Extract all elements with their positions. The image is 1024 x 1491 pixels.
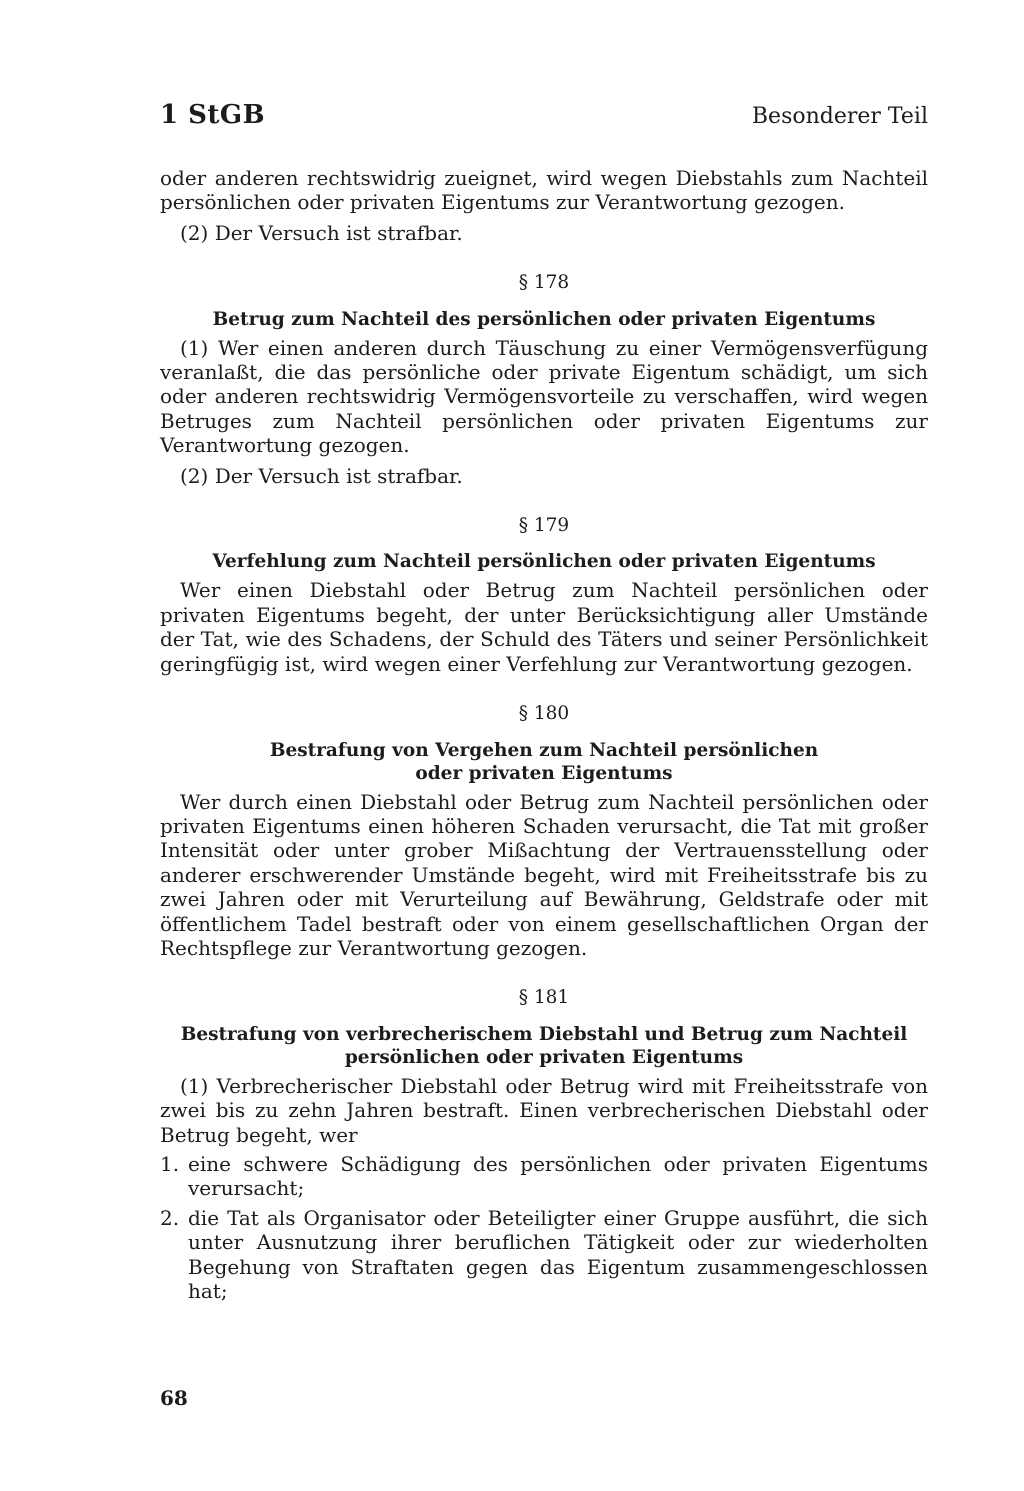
- paragraph: (1) Wer einen anderen durch Täuschung zu einer Vermögensverfügung veranlaßt, die das persönliche oder private Eigentum schädigt, um sich oder anderen rechtswidrig Vermögensvorteile zu verschaffen, wird wegen Betruges zum Nachteil persönlichen oder privaten Eigentums zur Verantwortung gezogen.: [160, 335, 928, 458]
- paragraph: Wer durch einen Diebstahl oder Betrug zum Nachteil persönlichen oder privaten Eigentums einen höheren Schaden verursacht, die Tat mit großer Intensität oder unter grober Mißachtung der Vertrauensstellung oder anderer erschwerender Umstände begeht, wird mit Freiheitsstrafe bis zu zwei Jahren oder mit Verurteilung auf Bewährung, Geldstrafe oder mit öffentlichem Tadel bestraft oder von einem gesellschaftlichen Organ der Rechtspflege zur Verantwortung gezogen.: [160, 789, 928, 960]
- section-title-180: [160, 739, 928, 785]
- list-item-text: eine schwere Schädigung des persönlichen oder privaten Eigentums verursacht;: [188, 1151, 928, 1201]
- section-title-line: oder privaten Eigentums: [415, 762, 673, 784]
- section-title-181: [160, 1023, 928, 1069]
- list-item: [160, 1152, 928, 1201]
- section-number-181: § 181: [518, 987, 570, 1009]
- list-item-number: 2.: [160, 1205, 180, 1230]
- section-title-179: [160, 550, 928, 573]
- section-title-line: Verfehlung zum Nachteil persönlichen oder privaten Eigentums: [212, 551, 876, 573]
- list-item-text: die Tat als Organisator oder Beteiligter einer Gruppe ausführt, die sich unter Ausnutzung ihrer beruflichen Tätigkeit oder zur wiederholten Begehung von Straftaten gegen das Eigentum zusammengeschlossen hat;: [188, 1205, 928, 1303]
- section-title-line: Bestrafung von Vergehen zum Nachteil persönlichen: [269, 739, 819, 761]
- section-number-178: § 178: [518, 272, 570, 294]
- running-head-left: 1 StGB: [160, 100, 266, 130]
- paragraph: (1) Verbrecherischer Diebstahl oder Betrug wird mit Freiheitsstrafe von zwei bis zu zehn Jahren bestraft. Einen verbrecherischen Diebstahl oder Betrug begeht, wer: [160, 1073, 928, 1147]
- section-title-line: Bestrafung von verbrecherischem Diebstahl und Betrug zum Nachteil: [180, 1023, 908, 1045]
- paragraph: Wer einen Diebstahl oder Betrug zum Nachteil persönlichen oder privaten Eigentums begeht, der unter Berücksichtigung aller Umstände der Tat, wie des Schadens, der Schuld des Täters und seiner Persönlichkeit geringfügig ist, wird wegen einer Verfehlung zur Verantwortung gezogen.: [160, 578, 928, 676]
- list-item: [160, 1206, 928, 1304]
- section-title-178: [160, 308, 928, 331]
- section-number-180: § 180: [518, 703, 570, 725]
- section-title-line: Betrug zum Nachteil des persönlichen oder privaten Eigentums: [212, 308, 876, 330]
- paragraph: (2) Der Versuch ist strafbar.: [180, 463, 463, 488]
- section-number-179: § 179: [518, 515, 570, 537]
- list-item-number: 1.: [160, 1151, 180, 1176]
- page-body: [160, 166, 928, 1303]
- continued-paragraph: oder anderen rechtswidrig zueignet, wird wegen Diebstahls zum Nachteil persönlichen oder privaten Eigentums zur Verantwortung gezogen.: [160, 166, 928, 215]
- paragraph: (2) Der Versuch ist strafbar.: [180, 220, 463, 245]
- section-title-line: persönlichen oder privaten Eigentums: [344, 1046, 744, 1068]
- page-number: 68: [160, 1386, 188, 1410]
- running-head-right: Besonderer Teil: [751, 104, 928, 129]
